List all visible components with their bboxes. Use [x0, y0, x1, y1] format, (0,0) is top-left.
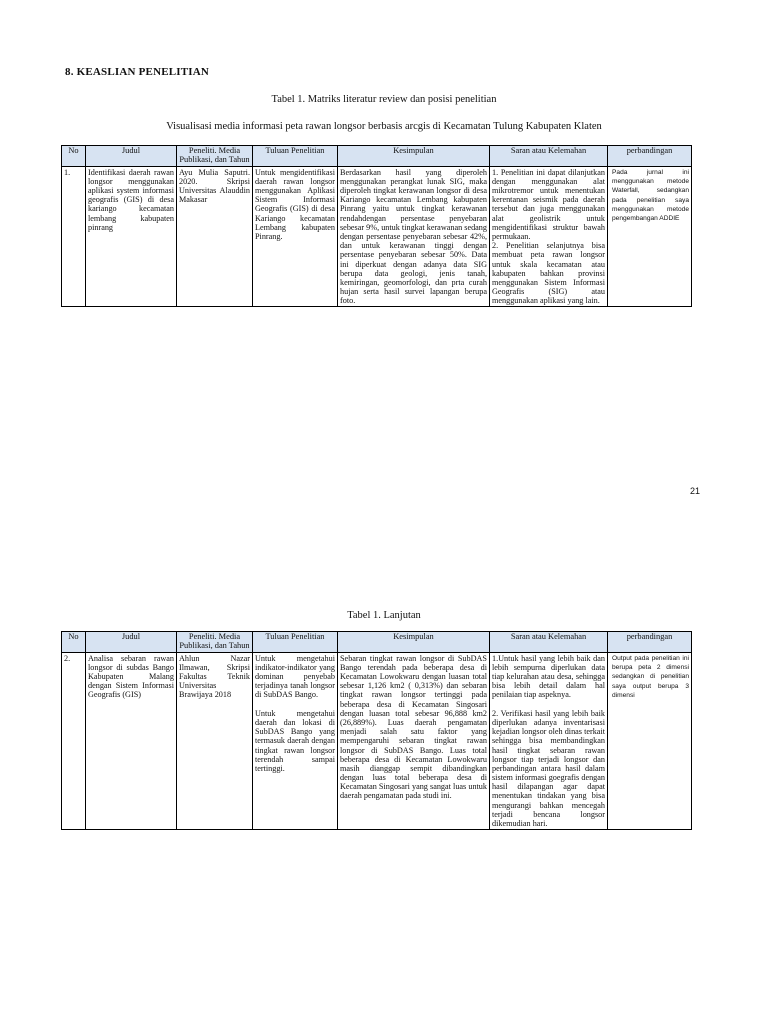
- literature-table-1: [61, 145, 692, 307]
- table-row: [62, 166, 692, 307]
- header-judul: Judul: [86, 146, 177, 167]
- table-header-row: [62, 146, 692, 167]
- table1-subtitle: Visualisasi media informasi peta rawan longsor berbasis arcgis di Kecamatan Tulung Kabupaten Klaten: [166, 121, 602, 132]
- table-row: [62, 652, 692, 830]
- cell-no: 1.: [62, 166, 86, 307]
- cell-peneliti: Ahlun Nazar Ilmawan, Skripsi Fakultas Teknik Universitas Brawijaya 2018: [177, 652, 253, 830]
- cell-tujuan: Untuk mengetahui indikator-indikator yang dominan penyebab terjadinya tanah longsor di SubDAS Bango. Untuk mengetahui daerah dan lokasi di SubDAS Bango yang termasuk daerah dengan tingkat rawan longsor terendah sampai tertinggi.: [253, 652, 338, 830]
- cell-no: 2.: [62, 652, 86, 830]
- cell-perbandingan: Output pada penelitian ini berupa peta 2 dimensi sedangkan di penelitian saya output berupa 3 dimensi: [608, 652, 692, 830]
- header-tujuan: Tuluan Penelitian: [253, 632, 338, 653]
- header-judul: Judul: [86, 632, 177, 653]
- cell-judul: Identifikasi daerah rawan longsor menggunakan aplikasi system informasi geografis (GIS) di desa kariango kecamatan lembang kabupaten pinrang: [86, 166, 177, 307]
- header-perbandingan: perbandingan: [608, 632, 692, 653]
- cell-peneliti: Ayu Mulia Saputri. 2020. Skripsi Universitas Alauddin Makasar: [177, 166, 253, 307]
- cell-saran: 1. Penelitian ini dapat dilanjutkan dengan menggunakan alat mikrotremor untuk menentukan kerentanan seismik pada daerah tersebut dan juga menggunakan alat geolistrik untuk mengidentifikasi struktur bawah permukaan. 2. Penelitian selanjutnya bisa membuat peta rawan longsor untuk skala kecamatan atau kabupaten bahkan provinsi menggunakan Sistem Informasi Geografis (SIG) atau menggunakan aplikasi yang lain.: [490, 166, 608, 307]
- header-saran: Saran atau Kelemahan: [490, 146, 608, 167]
- page-number: 21: [690, 486, 701, 496]
- cell-saran: 1.Untuk hasil yang lebih baik dan lebih sempurna diperlukan data tiap kelurahan atau desa, sehingga bisa lebih detail dalam hal penilaian tiap aspeknya. 2. Verifikasi hasil yang lebih baik diperlukan adanya inventarisasi kejadian longsor oleh dinas terkait sehingga bisa membandingkan hasil tingkat sebaran rawan longsor tiap terjadi longsor dan perbandingan antara hasil dalam sistem informasi goegrafis dengan hasil dilapangan agar dapat menentukan tindakan yang bisa mengurangi bahkan mencegah terjadi bencana longsor dikemudian hari.: [490, 652, 608, 830]
- header-perbandingan: perbandingan: [608, 146, 692, 167]
- cell-kesimpulan: Sebaran tingkat rawan longsor di SubDAS Bango terendah pada beberapa desa di Kecamatan Lowokwaru dengan luasan total sebesar 1,126 km2 ( 0,313%) dan sebaran tingkat rawan longsor tertinggi pada beberapa desa di Kecamatan Singosari dengan luasan total sebesar 96,888 km2 (26,889%). Luas daerah pengamatan menjadi salah satu faktor yang mempengaruhi sebaran tingkat rawan longsor di SubDAS Bango. Luas total beberapa desa di Kecamatan Lowokwaru masih dianggap sempit dibandingkan dengan luas total beberapa desa di Kecamatan Singosari yang sangat luas untuk daerah pengamatan pada studi ini.: [338, 652, 490, 830]
- header-peneliti: Peneliti. Media Publikasi, dan Tahun: [177, 146, 253, 167]
- table1-caption: Tabel 1. Matriks literatur review dan posisi penelitian: [271, 94, 497, 105]
- table2-caption: Tabel 1. Lanjutan: [347, 610, 421, 621]
- cell-tujuan: Untuk mengidentifikasi daerah rawan longsor menggunakan Aplikasi Sistem Informasi Geografis (GIS) di desa Kariango kecamatan Lembang kabupaten Pinrang.: [253, 166, 338, 307]
- header-kesimpulan: Kesimpulan: [338, 146, 490, 167]
- header-saran: Saran atau Kelemahan: [490, 632, 608, 653]
- header-tujuan: Tuluan Penelitian: [253, 146, 338, 167]
- header-kesimpulan: Kesimpulan: [338, 632, 490, 653]
- header-no: No: [62, 146, 86, 167]
- cell-kesimpulan: Berdasarkan hasil yang diperoleh menggunakan perangkat lunak SIG, maka diperoleh tingkat kerawanan longsor di desa Kariango kecamatan Lembang kabupaten Pinrang yaitu untuk tingkat kerawanan rendahdengan persentase penyebaran sebesar 9%, untuk tingkat kerawanan sedang dengan persentase penyebaran sebesar 42%, dan untuk kerawanan tinggi dengan persentase penyebaran sebesar 50%. Data ini diperkuat dengan adanya data SIG berupa data geologi, jenis tanah, kemiringan, geomorfologi, dan prta curah hujan serta hasil survei lapangan berupa foto.: [338, 166, 490, 307]
- cell-judul: Analisa sebaran rawan longsor di subdas Bango Kabupaten Malang dengan Sistem Informasi Geografis (GIS): [86, 652, 177, 830]
- header-no: No: [62, 632, 86, 653]
- cell-perbandingan: Pada jurnal ini menggunakan metode Waterfall, sedangkan pada penelitian saya menggunakan metode pengembangan ADDIE: [608, 166, 692, 307]
- literature-table-2: [61, 631, 692, 830]
- section-title: 8. KEASLIAN PENELITIAN: [65, 66, 210, 78]
- table-header-row: [62, 632, 692, 653]
- header-peneliti: Peneliti. Media Publikasi, dan Tahun: [177, 632, 253, 653]
